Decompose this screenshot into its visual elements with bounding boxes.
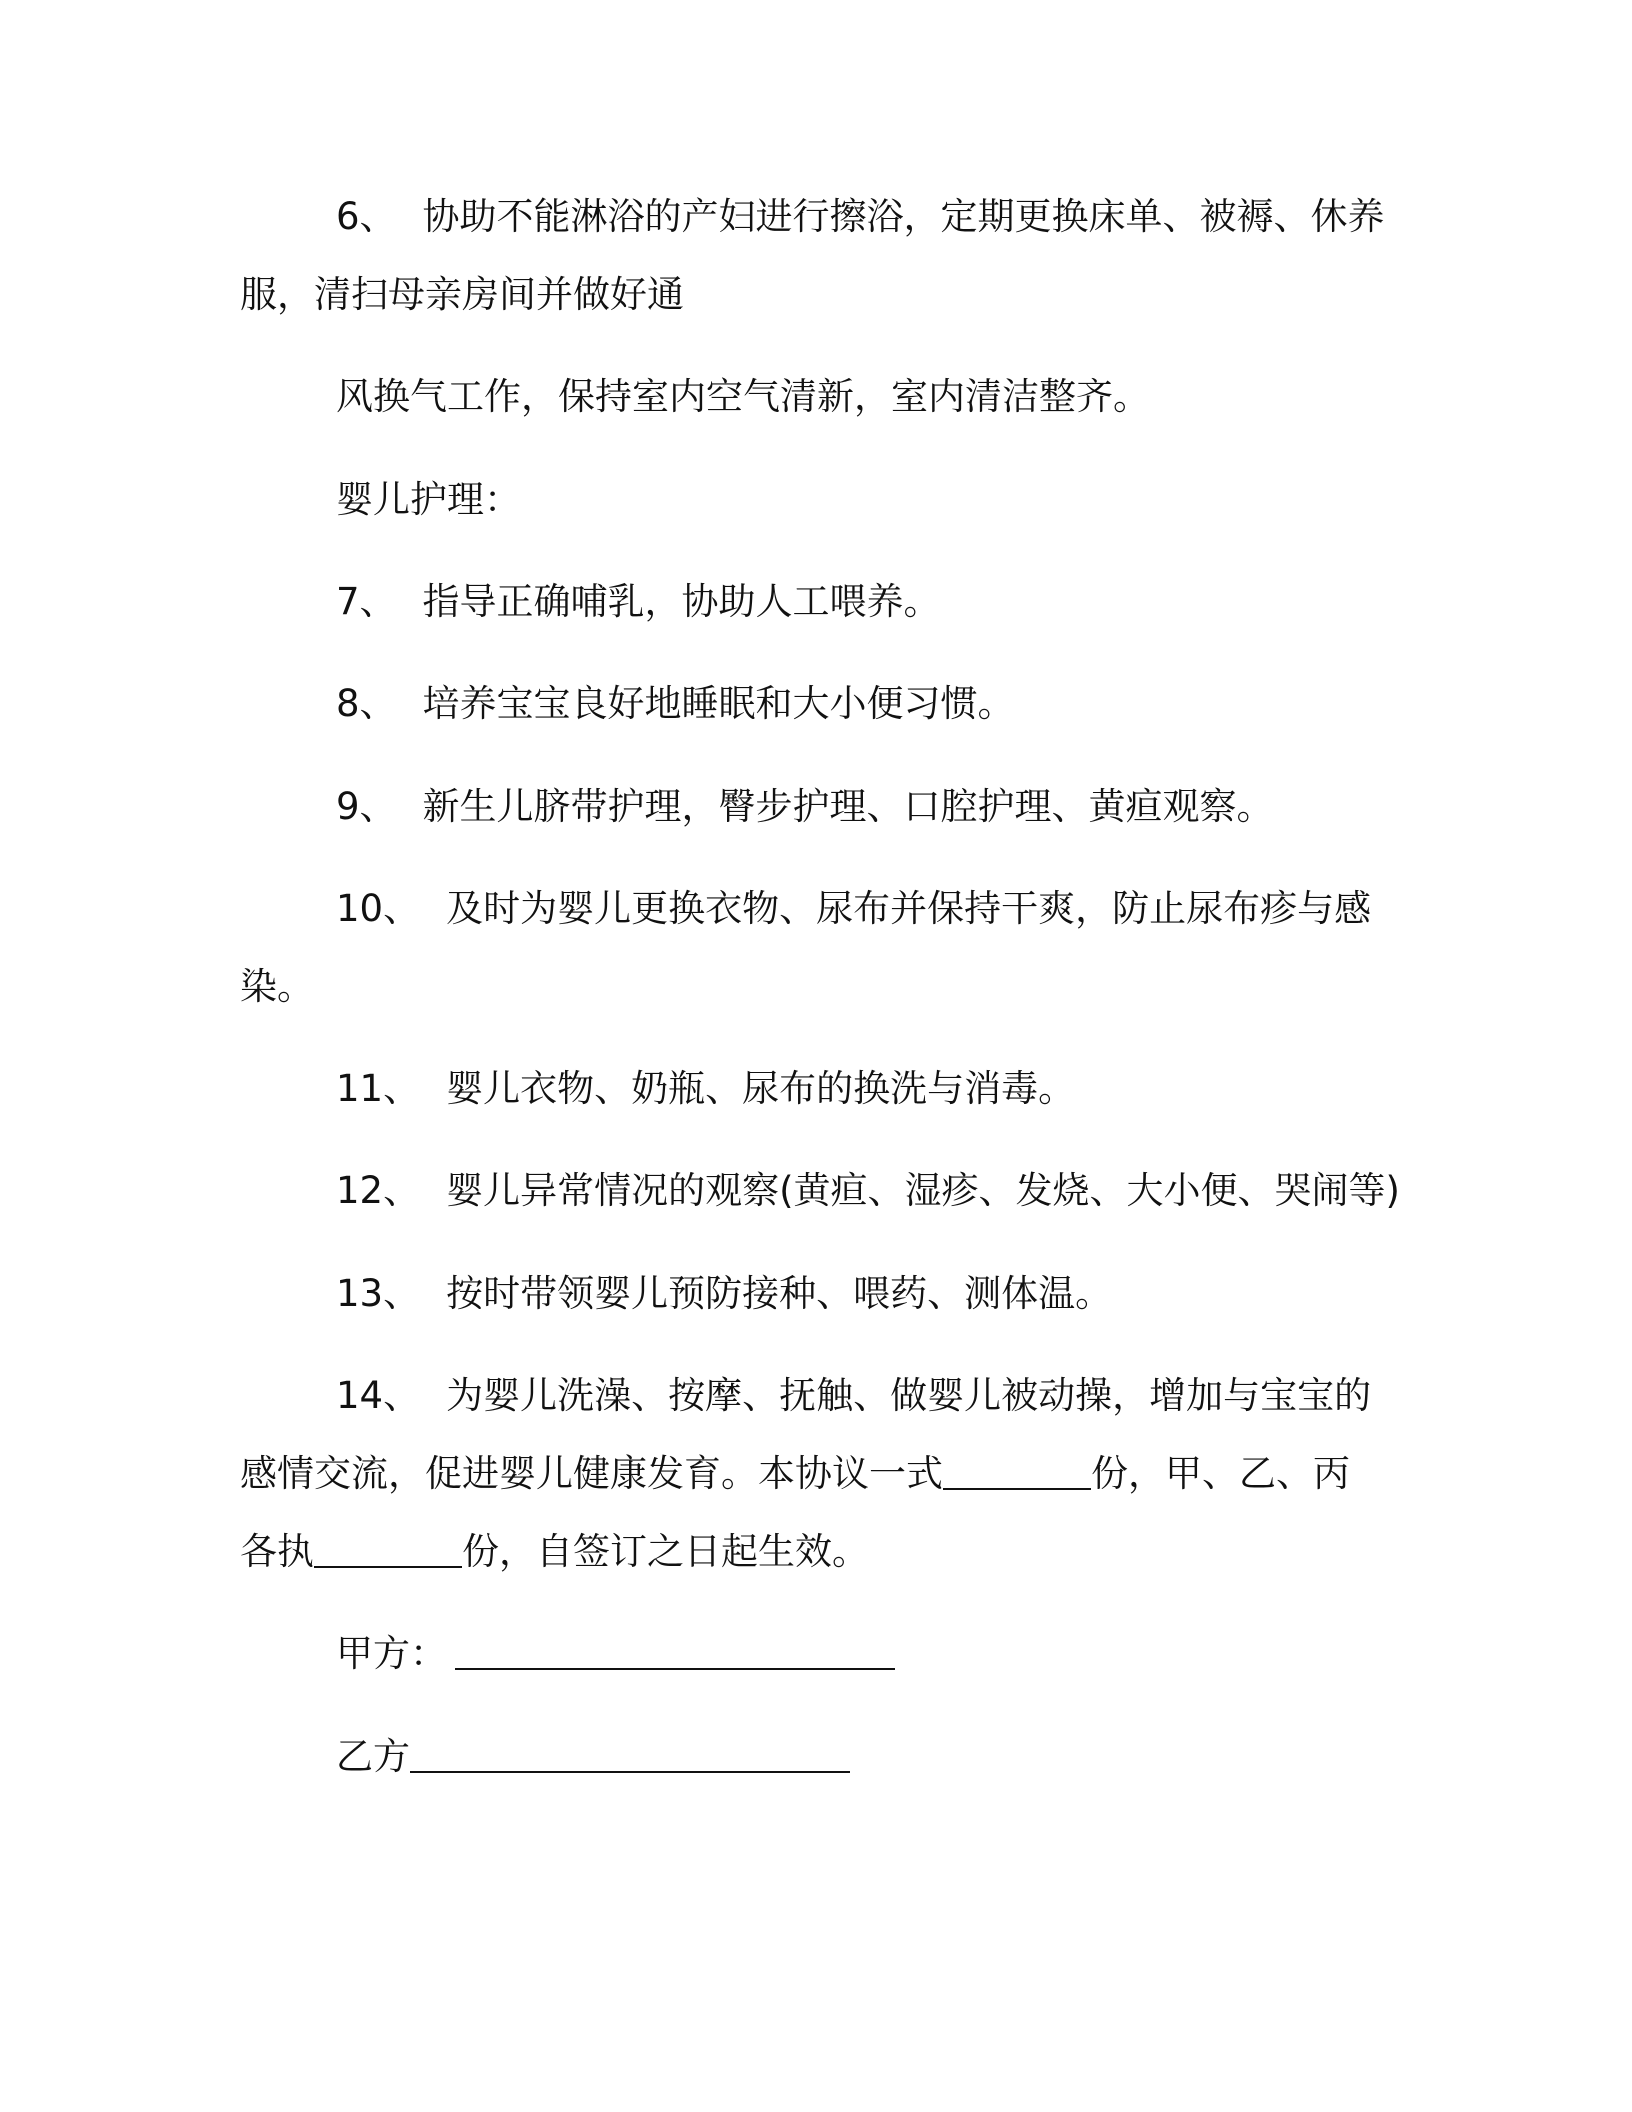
list-item-8	[240, 665, 1380, 743]
heading-text: 婴儿护理：	[336, 478, 521, 521]
item-text: 婴儿异常情况的观察(黄疸、湿疹、发烧、大小便、哭闹等)	[446, 1169, 1400, 1212]
list-item-10-continuation	[240, 948, 1380, 1026]
list-item-13	[240, 1255, 1380, 1333]
item-text: 份，甲、乙、丙	[1091, 1452, 1350, 1495]
item-text: 按时带领婴儿预防接种、喂药、测体温。	[446, 1272, 1113, 1315]
signature-party-b	[240, 1718, 1380, 1796]
item-text: 各执	[240, 1530, 314, 1573]
list-item-11	[240, 1050, 1380, 1128]
list-item-10	[240, 870, 1380, 948]
list-item-9	[240, 768, 1380, 846]
item-text: 新生儿脐带护理，臀步护理、口腔护理、黄疸观察。	[422, 785, 1274, 828]
item-number: 12、	[336, 1169, 421, 1212]
item-text: 婴儿衣物、奶瓶、尿布的换洗与消毒。	[446, 1067, 1076, 1110]
party-b-label: 乙方	[336, 1735, 410, 1778]
item-text: 服，清扫母亲房间并做好通	[240, 273, 684, 316]
list-item-7	[240, 563, 1380, 641]
signature-party-a	[240, 1615, 1380, 1693]
paragraph-text: 风换气工作，保持室内空气清新，室内清洁整齐。	[336, 375, 1150, 418]
party-a-label: 甲方：	[336, 1632, 447, 1675]
copies-each-blank[interactable]	[314, 1536, 462, 1568]
item-number: 14、	[336, 1374, 421, 1417]
list-item-6	[240, 178, 1385, 256]
item-number: 7、	[336, 580, 397, 623]
list-item-12	[240, 1152, 1400, 1230]
list-item-6-continuation	[240, 256, 1380, 334]
list-item-14-continuation-2	[240, 1513, 1380, 1591]
party-b-signature-field[interactable]	[410, 1741, 850, 1773]
item-text: 份，自签订之日起生效。	[462, 1530, 869, 1573]
section-heading-baby-care	[240, 461, 1380, 539]
copies-total-blank[interactable]	[943, 1458, 1091, 1490]
item-text: 培养宝宝良好地睡眠和大小便习惯。	[422, 682, 1015, 725]
paragraph-ventilation	[240, 358, 1380, 436]
item-text: 协助不能淋浴的产妇进行擦浴，定期更换床单、被褥、休养	[422, 195, 1385, 238]
item-text: 及时为婴儿更换衣物、尿布并保持干爽，防止尿布疹与感	[446, 887, 1372, 930]
item-text: 指导正确哺乳，协助人工喂养。	[422, 580, 941, 623]
item-number: 11、	[336, 1067, 421, 1110]
item-text: 感情交流，促进婴儿健康发育。本协议一式	[240, 1452, 943, 1495]
item-text: 染。	[240, 965, 314, 1008]
item-number: 13、	[336, 1272, 421, 1315]
item-number: 10、	[336, 887, 421, 930]
party-a-signature-field[interactable]	[455, 1638, 895, 1670]
list-item-14-continuation	[240, 1435, 1380, 1513]
item-number: 8、	[336, 682, 397, 725]
item-text: 为婴儿洗澡、按摩、抚触、做婴儿被动操，增加与宝宝的	[446, 1374, 1372, 1417]
item-number: 6、	[336, 195, 397, 238]
item-number: 9、	[336, 785, 397, 828]
list-item-14	[240, 1357, 1380, 1435]
